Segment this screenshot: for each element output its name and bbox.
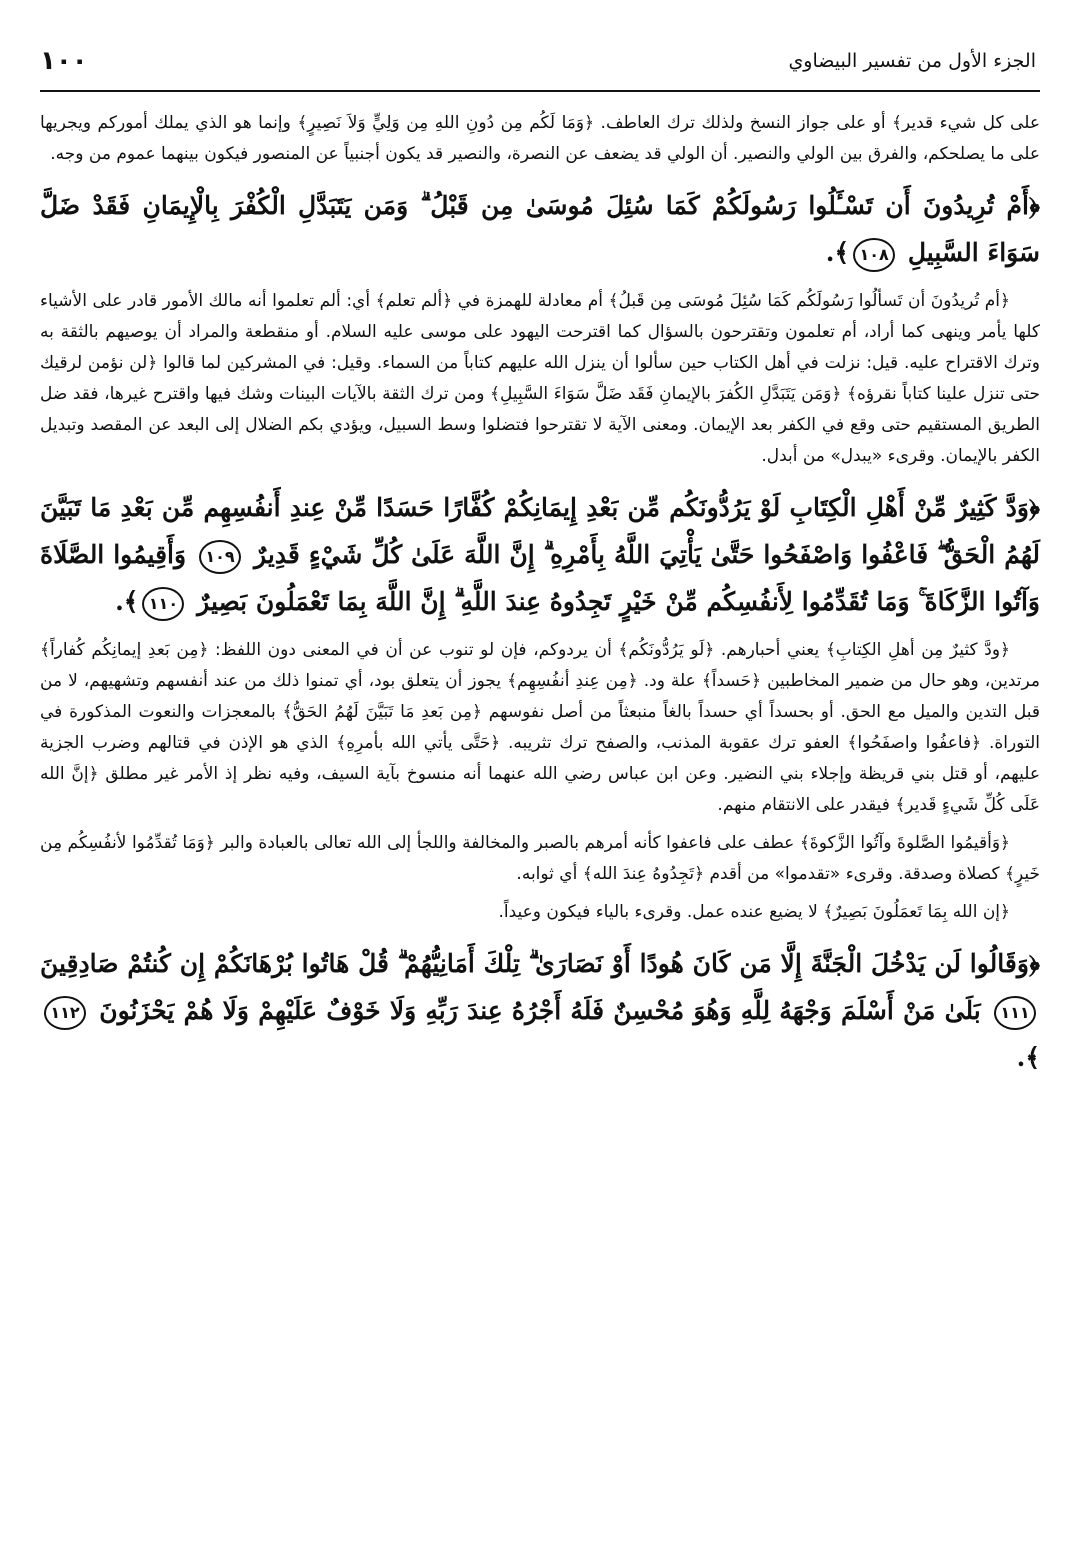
commentary-paragraph: ﴿أم تُريدُونَ أن تَسألُوا رَسُولَكُم كَمَا سُئِلَ مُوسَى مِن قَبلُ﴾ أم معادلة للهمزة في ﴿ألم تعلم﴾ أي: ألم تعلموا أنه مالك الأمور قادر على الأشياء كلها يأمر وينهى كما أراد، أم تعلمون وتقترحون بالسؤال كما اقترحت اليهود على موسى عليه السلام. أو منقطعة والمراد أن يوصيهم بالثقة به وترك الاقتراح عليه. قيل: نزلت في أهل الكتاب حين سألوا أن ينزل الله عليهم كتاباً من السماء. وقيل: في المشركين لما قالوا ﴿لن نؤمن لرقيك حتى تنزل علينا كتاباً نقرؤه﴾ ﴿وَمَن يَتَبَدَّلِ الكُفرَ بالإيمانِ فَقَد ضَلَّ سَوَاءَ السَّبِيلِ﴾ ومن ترك الثقة بالآيات البينات وشك فيها واقترح غيرها، فقد ضل الطريق المستقيم حتى وقع في الكفر بعد الإيمان. ومعنى الآية لا تقترحوا فتضلوا وسط السبيل، ويؤدي بكم الضلال إلى البعد عن المقصد وتبديل الكفر بالإيمان. وقرىء «يبدل» من أبدل. (40, 291, 1040, 466)
ayah-number-marker: ١١٢ (44, 996, 86, 1030)
running-title: الجزء الأول من تفسير البيضاوي (788, 50, 1036, 72)
page-content (40, 92, 1040, 1081)
verse-text: وَأَقِيمُوا الصَّلَاةَ وَآتُوا الزَّكَاةَ ۚ وَمَا تُقَدِّمُوا لِأَنفُسِكُم مِّنْ خَيْرٍ تَجِدُوهُ عِندَ اللَّهِ ۗ إِنَّ اللَّهَ بِمَا تَعْمَلُونَ بَصِيرٌ (40, 540, 1040, 616)
verse-text: ﴿وَقَالُوا لَن يَدْخُلَ الْجَنَّةَ إِلَّا مَن كَانَ هُودًا أَوْ نَصَارَىٰ ۗ تِلْكَ أَمَانِيُّهُمْ ۗ قُلْ هَاتُوا بُرْهَانَكُمْ إِن كُنتُمْ صَادِقِينَ (40, 949, 1040, 978)
commentary-paragraph: ﴿إن الله بِمَا تَعمَلُونَ بَصِيرٌ﴾ لا يضيع عنده عمل. وقرىء بالياء فيكون وعيداً. (498, 902, 1010, 922)
ayah-number-marker: ١٠٨ (853, 238, 895, 272)
verse-close-bracket: ﴾. (825, 238, 850, 267)
quran-verses-111-112 (40, 940, 1040, 1081)
commentary-paragraph: على كل شيء قدير﴾ أو على جواز النسخ ولذلك ترك العاطف. ﴿وَمَا لَكُم مِن دُونِ اللهِ مِن وَلِيٍّ وَلاَ نَصِيرٍ﴾ وإنما هو الذي يملك أموركم ويجريها على ما يصلحكم، والفرق بين الولي والنصير. أن الولي قد يضعف عن النصرة، والنصير قد يكون أجنبياً عن المنصور فيكون بينهما عموم من وجه. (40, 113, 1040, 164)
commentary-paragraph: ﴿ودَّ كثيرٌ مِن أهلِ الكِتابِ﴾ يعني أحبارهم. ﴿لَو يَرُدُّونَكُم﴾ أن يردوكم، فإن لو تنوب عن أن في المعنى دون اللفظ: ﴿مِن بَعدِ إيمانِكُم كُفاراً﴾ مرتدين، وهو حال من ضمير المخاطبين ﴿حَسداً﴾ علة ود. ﴿مِن عِندِ أنفُسِهِم﴾ يجوز أن يتعلق بود، أي تمنوا ذلك من عند أنفسهم وتشهيهم، لا من قبل التدين والميل مع الحق. أو بحسداً أي حسداً بالغاً منبعثاً من أصل نفوسهم ﴿مِن بَعدِ مَا تَبَيَّنَ لَهُمُ الحَقُّ﴾ بالمعجزات والنعوت المذكورة في التوراة. ﴿فاعفُوا واصفَحُوا﴾ العفو ترك عقوبة المذنب، والصفح ترك تثريبه. ﴿حَتَّى يأتي الله بأمرِهِ﴾ الذي هو الإذن في قتالهم وضرب الجزية عليهم، أو قتل بني قريظة وإجلاء بني النضير. وعن ابن عباس رضي الله عنهما أنه منسوخ بآية السيف، وفيه نظر إذ الأمر غير مطلق ﴿إنَّ الله عَلَى كُلِّ شَيءٍ قَدير﴾ فيقدر على الانتقام منهم. (40, 640, 1040, 815)
page-header (40, 40, 1040, 92)
commentary-paragraph: ﴿وَأقيمُوا الصَّلوةَ وآتُوا الزَّكوةَ﴾ عطف على فاعفوا كأنه أمرهم بالصبر والمخالفة واللجأ إلى الله تعالى بالعبادة والبر ﴿وَمَا تُقدِّمُوا لأنفُسِكُم مِن خَيرٍ﴾ كصلاة وصدقة. وقرىء «تقدموا» من أقدم ﴿تَجِدُوهُ عِندَ الله﴾ أي ثوابه. (40, 833, 1040, 884)
verse-text: بَلَىٰ مَنْ أَسْلَمَ وَجْهَهُ لِلَّهِ وَهُوَ مُحْسِنٌ فَلَهُ أَجْرُهُ عِندَ رَبِّهِ وَلَا خَوْفٌ عَلَيْهِمْ وَلَا هُمْ يَحْزَنُونَ (99, 996, 981, 1025)
verse-text: ﴿وَدَّ كَثِيرٌ مِّنْ أَهْلِ الْكِتَابِ لَوْ يَرُدُّونَكُم مِّن بَعْدِ إِيمَانِكُمْ كُفَّارًا حَسَدًا مِّنْ عِندِ أَنفُسِهِم مِّن بَعْدِ مَا تَبَيَّنَ لَهُمُ الْحَقُّ ۖ فَاعْفُوا وَاصْفَحُوا حَتَّىٰ يَأْتِيَ اللَّهُ بِأَمْرِهِ ۗ إِنَّ اللَّهَ عَلَىٰ كُلِّ شَيْءٍ قَدِيرٌ (40, 493, 1040, 569)
ayah-number-marker: ١٠٩ (199, 540, 241, 574)
book-page (40, 40, 1040, 1528)
ayah-number-marker: ١١١ (994, 996, 1036, 1030)
verse-close-bracket: ﴾. (115, 587, 139, 616)
verse-text: ﴿أَمْ تُرِيدُونَ أَن تَسْـَٔلُوا رَسُولَكُمْ كَمَا سُئِلَ مُوسَىٰ مِن قَبْلُ ۗ وَمَن يَتَبَدَّلِ الْكُفْرَ بِالْإِيمَانِ فَقَدْ ضَلَّ سَوَاءَ السَّبِيلِ (40, 191, 1040, 267)
quran-verse-108 (40, 182, 1040, 276)
ayah-number-marker: ١١٠ (142, 587, 184, 621)
verse-close-bracket: ﴾. (1016, 1043, 1040, 1072)
quran-verses-109-110 (40, 484, 1040, 625)
page-number: ١٠٠ (40, 46, 88, 76)
